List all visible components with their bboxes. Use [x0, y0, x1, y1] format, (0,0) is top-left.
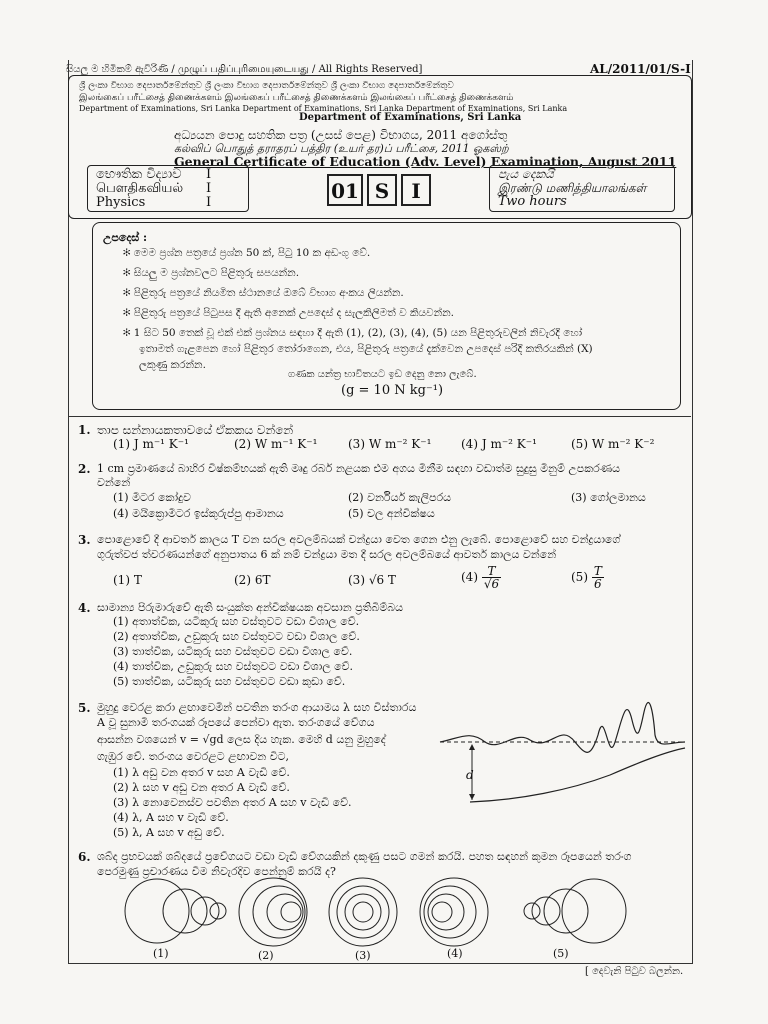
q2-option-1: (1) මීටර කෝදුව	[113, 491, 191, 504]
q2-number: 2.	[78, 462, 91, 476]
q1-option-5: (5) W m⁻² K⁻²	[571, 437, 655, 451]
q5-option-1: (1) λ අඩු වන අතර v සහ A වැඩි වේ.	[113, 766, 290, 779]
dept-line-english: Department of Examinations, Sri Lanka Department of Examinations, Sri Lanka Department of Examinations, Sri Lanka	[79, 104, 568, 113]
q3-text: පොළොවේ දී ආවර්ත කාලය T වන සරල අවලම්බයක් චන්ද්‍රයා වෙත ගෙන එනු ලැබේ. පොළොවේ සහ චන්ද්‍රයාගේ	[97, 533, 621, 546]
calculator-note: ගණක යන්ත්‍ර භාවිතයට ඉඩ දෙනු නො ලැබේ.	[288, 369, 477, 380]
q3-option-5-fraction: $\frac{T}{6}$	[593, 564, 602, 591]
exam-title-english: General Certificate of Education (Adv. Level) Examination, August 2011	[174, 154, 677, 169]
duration-tamil: இரண்டு மணித்தியாலங்கள்	[498, 181, 647, 195]
instruction-item: ✻ 1 සිට 50 තෙක් වූ එක් එක් ප්‍රශ්නය සඳහා දී ඇති (1), (2), (3), (4), (5) යන පිළිතුරුවලින් නිවැරදි හෝ	[123, 327, 583, 339]
q3-option-2: (2) 6T	[234, 573, 271, 587]
instruction-item: ✻ පිළිතුරු පත්‍රයේ පිටුපස දී ඇති අනෙක් උපදෙස් ද සැලකිලිමත් ව කියවන්න.	[123, 307, 454, 319]
code-box-i: I	[401, 174, 431, 206]
q3-option-4-label: (4)	[461, 570, 478, 584]
subject-tamil: பௌதிகவியல்	[96, 181, 184, 196]
instruction-item-cont: ඉතාමත් ගැළපෙන හෝ පිළිතුර තෝරාගෙන, එය, පිළිතුරු පත්‍රයේ දැක්වෙන උපදෙස් පරිදි කතිරයකින් (X)	[139, 343, 593, 355]
subject-english: Physics	[96, 195, 146, 210]
duration-english: Two hours	[498, 194, 567, 209]
wavefront-diagram-4	[418, 876, 498, 950]
q5-option-2: (2) λ සහ v අඩු වන අතර A වැඩි වේ.	[113, 781, 290, 794]
q2-option-2: (2) වර්නියර් කැලිපරය	[348, 491, 452, 504]
diagram-label-1: (1)	[153, 947, 169, 960]
q3-text-cont: ගුරුත්වජ ත්වරණයන්ගේ අනුපාතය 6 ක් නම් චන්ද්‍රයා මත දී සරල අවලම්බයේ ආවර්ත කාලය වන්නේ	[97, 548, 557, 561]
q2-option-3: (3) ගෝලමානය	[571, 491, 646, 504]
diagram-label-2: (2)	[258, 949, 274, 962]
q5-number: 5.	[78, 701, 91, 715]
instructions-title: උපදෙස් :	[103, 231, 148, 244]
q5-text-3: ආසන්න වශයෙන් v = √gd ලෙස දිය හැක. මෙහි d යනු මුහුදේ	[97, 733, 386, 746]
q3-option-1: (1) T	[113, 573, 142, 587]
q2-text: 1 cm ප්‍රමාණයේ බාහිර විෂ්කම්භයක් ඇති මෘදු රබර් නළයක එම අගය මිනීම සඳහා වඩාත්ම සුදුසු මිනුම් උපකරණය	[97, 462, 621, 475]
q5-text-4: ගැඹුර වේ. තරංගය වෙරළට ළඟාවන විට,	[97, 750, 290, 763]
duration-box	[489, 165, 675, 212]
paper-num: I	[206, 195, 212, 210]
exam-title-tamil: கல்விப் பொதுத் தராதரப் பத்திர (உயர் தர)ப் பரீட்சை, 2011 ஓகஸ்ற்	[174, 142, 509, 155]
q5-option-5: (5) λ, A සහ v අඩු වේ.	[113, 826, 225, 839]
dept-center: Department of Examinations, Sri Lanka	[299, 112, 522, 123]
dept-line-tamil: இலங்கைப் பரீட்சைத் திணைக்களம் இலங்கைப் பரீட்சைத் திணைக்களம் இலங்கைப் பரீட்சைத் திணைக்களம்	[79, 93, 514, 103]
rights-notice: සියලු ම හිමිකම් ඇවිරිණි / முழுப் பதிப்புரிமையுடையது / All Rights Reserved]	[66, 64, 423, 75]
q3-option-4	[461, 565, 501, 590]
section-divider	[68, 416, 691, 417]
q4-option-3: (3) තාත්වික, යටිකුරු සහ වස්තුවට වඩා විශාල වේ.	[113, 645, 353, 658]
q1-option-2: (2) W m⁻¹ K⁻¹	[234, 437, 318, 451]
q1-number: 1.	[78, 423, 91, 437]
subject-box	[87, 165, 249, 212]
wavefront-diagram-2	[233, 876, 323, 950]
wavefront-diagram-1	[115, 878, 235, 948]
next-page-note: [ දෙවැනි පිටුව බලන්න.	[585, 966, 684, 977]
q1-option-3: (3) W m⁻² K⁻¹	[348, 437, 432, 451]
q1-text: තාප සන්නායකතාවයේ ඒකකය වන්නේ	[97, 423, 294, 437]
subject-sinhala: භෞතික විද්‍යාව	[96, 167, 182, 182]
paper-code-ref: AL/2011/01/S-I	[590, 62, 691, 76]
instructions-box	[92, 222, 681, 410]
q3-option-5-label: (5)	[571, 570, 588, 584]
diagram-label-4: (4)	[447, 947, 463, 960]
q4-text: සාමාන්‍ය පිරුමාරුවේ ඇති සංයුක්ත අන්වීක්ෂයක අවසාන ප්‍රතිබිම්බය	[97, 601, 404, 614]
q3-option-5	[571, 565, 604, 590]
depth-label: d	[466, 768, 474, 782]
tsunami-wave-diagram	[440, 690, 690, 815]
instruction-item: ✻ මෙම ප්‍රශ්න පත්‍රයේ ප්‍රශ්න 50 ක්, පිටු 10 ක අඩංගු වේ.	[123, 247, 371, 259]
code-box-01: 01	[327, 174, 363, 206]
q4-option-1: (1) අතාත්වික, යටිකුරු සහ වස්තුවට වඩා විශාල වේ.	[113, 615, 360, 628]
q4-number: 4.	[78, 601, 91, 615]
diagram-label-5: (5)	[553, 947, 569, 960]
instruction-item: ✻ පිළිතුරු පත්‍රයේ නියමිත ස්ථානයේ ඔබේ විභාග අංකය ලියන්න.	[123, 287, 404, 299]
q5-text-1: මුහුදු වෙරළ කරා ළඟාවෙමින් පවතින තරංග ආයාමය λ සහ විස්තාරය	[97, 701, 417, 714]
wavefront-diagram-5	[510, 878, 635, 948]
q1-option-1: (1) J m⁻¹ K⁻¹	[113, 437, 189, 451]
q4-option-2: (2) අතාත්වික, උඩුකුරු සහ වස්තුවට වඩා විශාල වේ.	[113, 630, 360, 643]
instruction-item: ✻ සියලු ම ප්‍රශ්නවලට පිළිතුරු සපයන්න.	[123, 267, 300, 279]
wavefront-diagram-3	[325, 876, 405, 950]
code-box-s: S	[367, 174, 397, 206]
instruction-item-cont: ලකුණු කරන්න.	[139, 359, 206, 371]
q5-option-3: (3) λ නොවෙනස්ව පවතින අතර A සහ v වැඩි වේ.	[113, 796, 352, 809]
q2-text-cont: වන්නේ	[97, 476, 131, 489]
q3-option-3: (3) √6 T	[348, 573, 396, 587]
q5-text-2: A වූ සුනාමි තරංගයක් රූපයේ පෙන්වා ඇත. තරංගයේ වේගය	[97, 716, 375, 729]
duration-sinhala: පැය දෙකයි	[498, 167, 554, 181]
q6-text: ශබ්ද ප්‍රභවයක් ශබ්දයේ ප්‍රවේගයට වඩා වැඩි වේගයකින් දකුණු පසට ගමන් කරයි. පහත සඳහන් කුමන රූපයෙන් තරංග	[97, 850, 632, 863]
q4-option-4: (4) තාත්වික, උඩුකුරු සහ වස්තුවට වඩා විශාල වේ.	[113, 660, 354, 673]
q3-number: 3.	[78, 533, 91, 547]
paper-num: I	[206, 181, 212, 196]
exam-title-sinhala: අධ්‍යයන පොදු සහතික පත්‍ර (උසස් පෙළ) විභාගය, 2011 අගෝස්තු	[174, 128, 508, 142]
g-value: (g = 10 N kg⁻¹)	[341, 383, 444, 398]
diagram-label-3: (3)	[355, 949, 371, 962]
q6-text-cont: පෙරමුණු ප්‍රචාරණය වීම නිවැරදිව පෙන්නුම් කරයි ද?	[97, 865, 336, 878]
q6-number: 6.	[78, 850, 91, 864]
dept-line-sinhala: ශ්‍රී ලංකා විභාග දෙපාර්තමේන්තුව ශ්‍රී ලංකා විභාග දෙපාර්තමේන්තුව ශ්‍රී ලංකා විභාග දෙපාර්තමේන්තුව	[79, 81, 454, 91]
q2-option-5: (5) චල අන්වීක්ෂය	[348, 507, 435, 520]
q4-option-5: (5) තාත්වික, යටිකුරු සහ වස්තුවට වඩා කුඩා වේ.	[113, 675, 346, 688]
paper-num: I	[206, 167, 212, 182]
q1-option-4: (4) J m⁻² K⁻¹	[461, 437, 537, 451]
q5-option-4: (4) λ, A සහ v වැඩි වේ.	[113, 811, 229, 824]
q2-option-4: (4) මයික්‍රොමීටර ඉස්කුරුප්පු ආමානය	[113, 507, 284, 520]
q3-option-4-fraction: $\frac{T}{√6}$	[483, 564, 500, 591]
